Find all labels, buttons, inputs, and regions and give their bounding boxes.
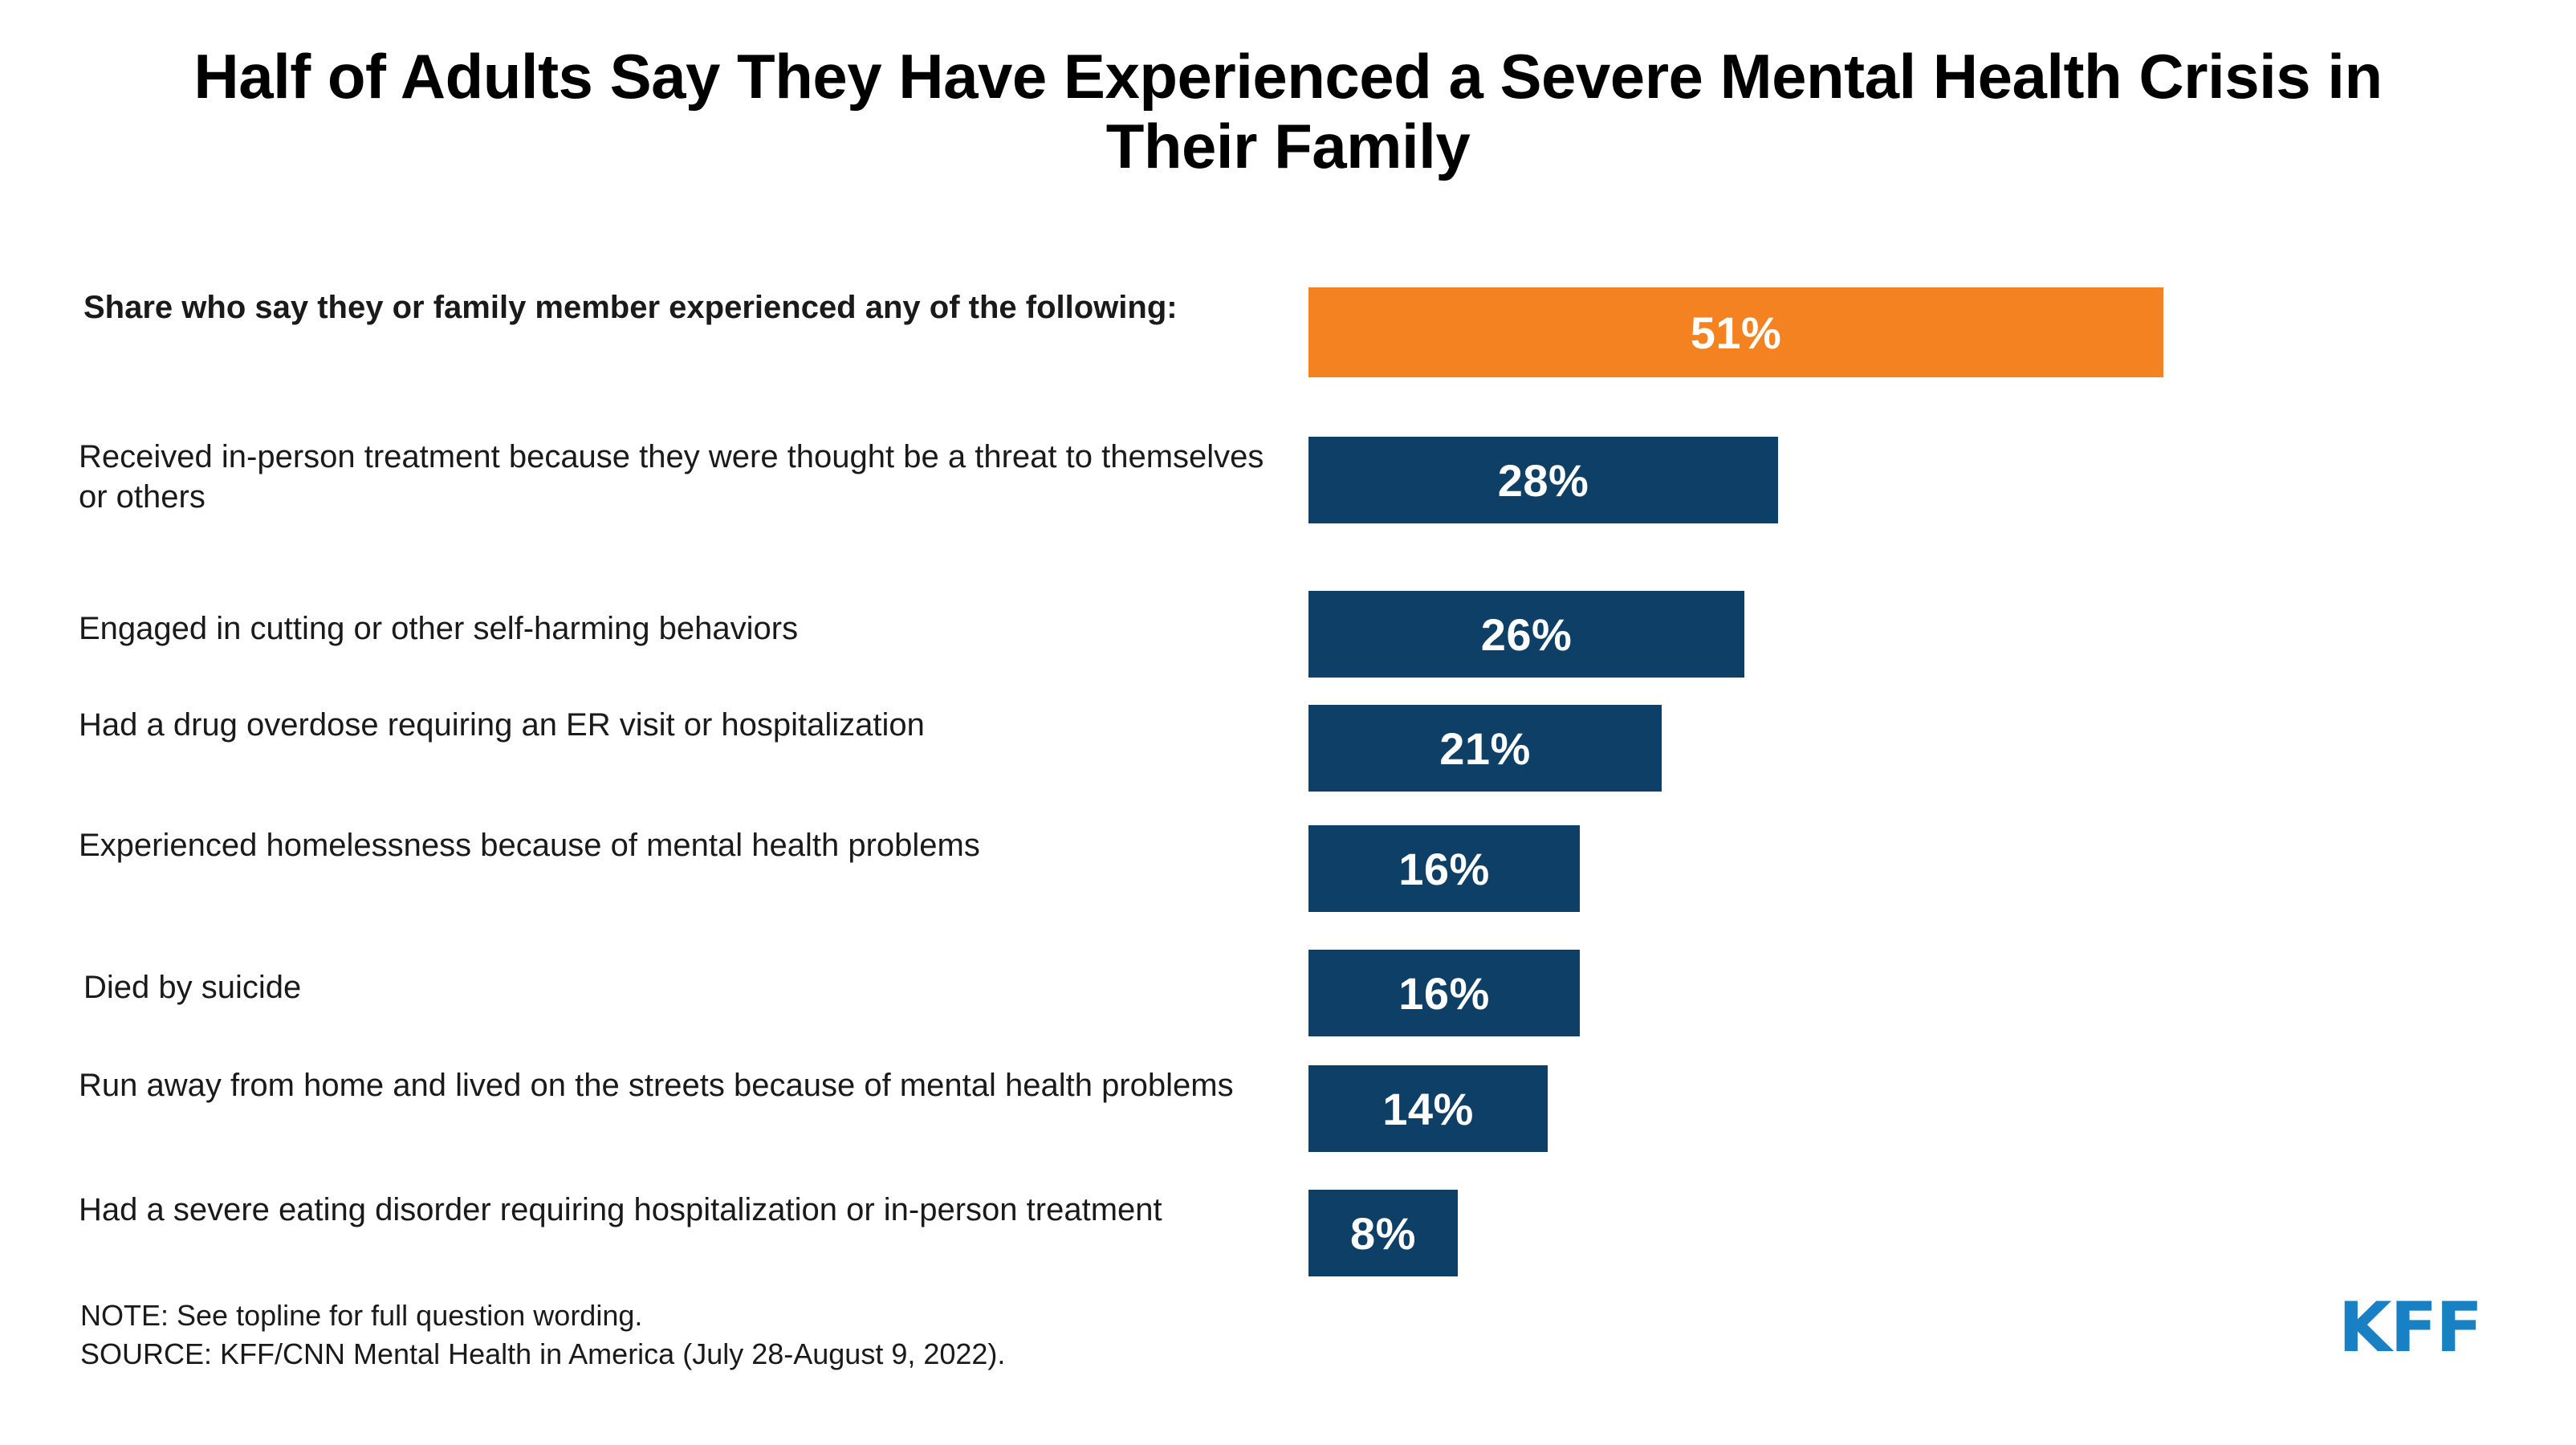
- bar-area: [1308, 825, 2576, 950]
- category-label: Had a severe eating disorder requiring hospitalization or in-person treatment: [79, 1192, 1162, 1227]
- bar-value-label: 21%: [1439, 722, 1531, 774]
- chart-row: [0, 437, 2576, 591]
- bar-area: [1308, 705, 2576, 825]
- bar: [1308, 287, 2163, 377]
- chart-row: [0, 287, 2576, 437]
- category-label: Share who say they or family member experienced any of the following:: [83, 290, 1178, 325]
- chart-row: [0, 1065, 2576, 1190]
- bar-area: [1308, 287, 2576, 437]
- note-text: NOTE: See topline for full question wording.: [80, 1298, 643, 1332]
- bar: [1308, 591, 1744, 678]
- bar: [1308, 950, 1580, 1036]
- footnotes: [80, 1296, 1005, 1374]
- bar-value-label: 8%: [1350, 1207, 1416, 1259]
- kff-logo: KFF: [2338, 1288, 2481, 1368]
- category-label: Had a drug overdose requiring an ER visit or hospitalization: [79, 707, 925, 743]
- bar: [1308, 1190, 1458, 1276]
- bar-area: [1308, 437, 2576, 591]
- bar-chart-rows: [0, 287, 2576, 1318]
- category-label: Run away from home and lived on the streets because of mental health problems: [79, 1068, 1234, 1103]
- bar-value-label: 16%: [1398, 967, 1490, 1019]
- bar: [1308, 1065, 1548, 1152]
- chart-row: [0, 591, 2576, 705]
- category-label: Experienced homelessness because of mental health problems: [79, 828, 980, 863]
- bar-area: [1308, 591, 2576, 705]
- bar-value-label: 26%: [1480, 609, 1573, 660]
- bar-value-label: 16%: [1398, 843, 1490, 894]
- bar-area: [1308, 1065, 2576, 1190]
- chart-row: [0, 950, 2576, 1065]
- category-label: Died by suicide: [83, 970, 302, 1005]
- bar-value-label: 14%: [1382, 1083, 1474, 1134]
- chart-row: [0, 705, 2576, 825]
- bar: [1308, 437, 1778, 523]
- bar-value-label: 28%: [1497, 454, 1589, 506]
- page-title: Half of Adults Say They Have Experienced a Severe Mental Health Crisis in Their Family: [193, 41, 2383, 182]
- bar: [1308, 825, 1580, 912]
- category-label: Received in-person treatment because they were thought be a threat to themselves or others: [79, 439, 1264, 515]
- bar-value-label: 51%: [1690, 307, 1782, 358]
- source-text: SOURCE: KFF/CNN Mental Health in America (July 28-August 9, 2022).: [80, 1337, 1006, 1371]
- category-label: Engaged in cutting or other self-harming behaviors: [79, 611, 799, 646]
- bar-area: [1308, 950, 2576, 1065]
- chart-row: [0, 825, 2576, 950]
- bar: [1308, 705, 1662, 792]
